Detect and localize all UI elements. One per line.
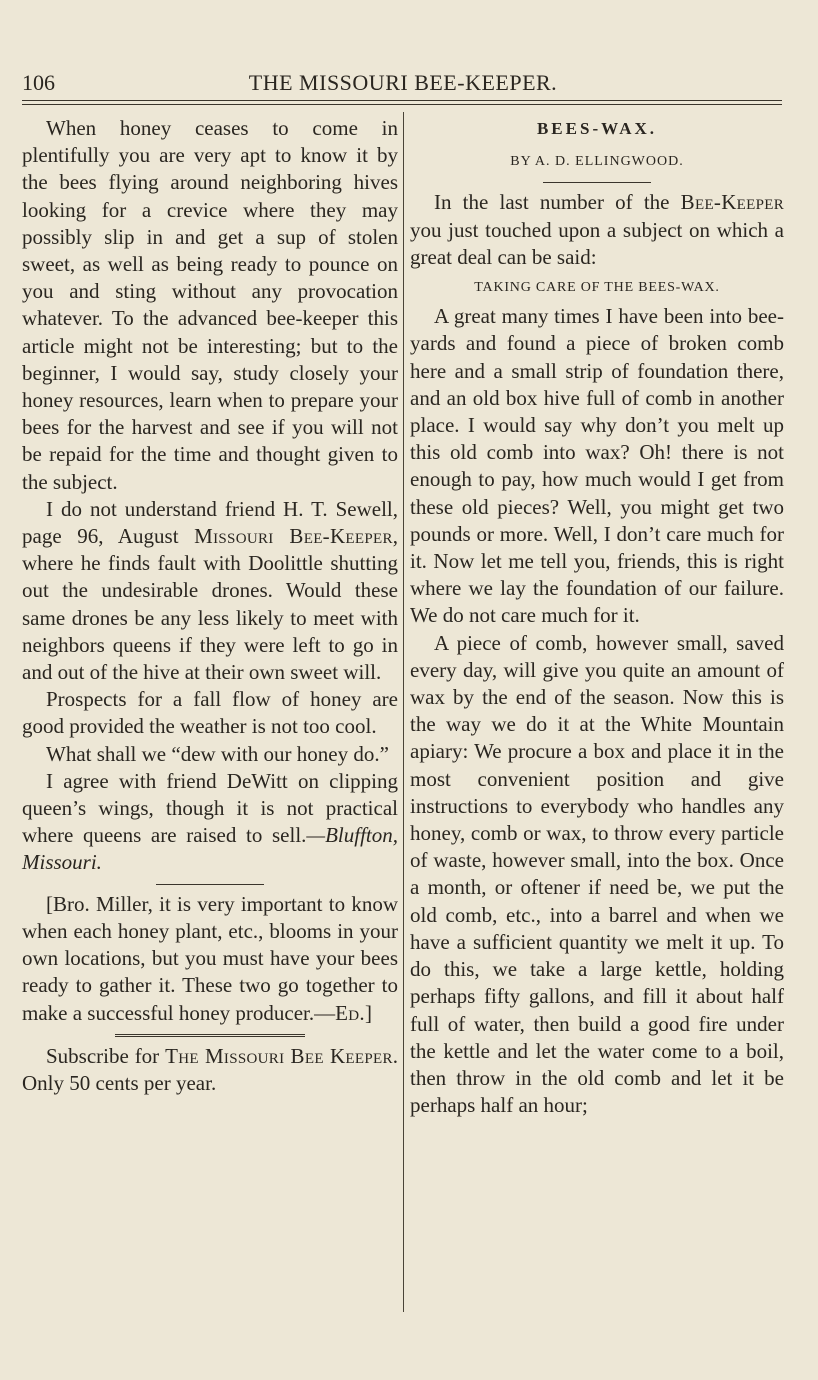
article-subheading: TAKING CARE OF THE BEES-WAX. xyxy=(474,280,720,296)
left-paragraph-5: I agree with friend DeWitt on clipping queen’s wings, though it is not practical where queens are raised to sell.—Bluffton, Missouri. xyxy=(22,768,398,875)
left-paragraph-2: I do not understand friend H. T. Sewell, page 96, August Missouri Bee-Keeper, where he finds fault with Doolittle shutting out the undesirable drones. Would these same drones be any less likely to meet with neighbors queens if they were left to go in and out of the hive at their own sweet will. xyxy=(22,496,399,685)
page-number: 106 xyxy=(22,70,55,95)
editor-note: [Bro. Miller, it is very important to know when each honey plant, etc., blooms in your own locations, but you must have your bees ready to gather it. These two go together to make a successful honey producer.—Ed.] xyxy=(22,891,398,1025)
right-column xyxy=(410,115,784,1119)
byline-rule xyxy=(543,182,651,183)
intro-paragraph: In the last number of the Bee-Keeper you just touched upon a subject on which a great deal can be said: xyxy=(410,190,784,269)
column-divider xyxy=(403,112,404,1312)
signature: —Bluffton, Missouri. xyxy=(22,823,398,875)
right-paragraph-2: A piece of comb, however small, saved every day, will give you quite an amount of wax by the end of the season. Now this is the way we do it at the White Mountain apiary: We procure a box and place it in the most convenient position and give instructions to everybody who handles any honey, comb or wax, to throw every particle of waste, however small, into the box. Once a month, or oftener if need be, we put the old comb, etc., into a barrel and when we have a sufficient quantity we melt it up. To do this, we take a large kettle, holding perhaps fifty gallons, and fill it about half full of water, then build a good fire under the kettle and let the water come to a boil, then throw in the old comb and let it be perhaps half an hour; xyxy=(410,630,784,1118)
article-title: BEES-WAX. xyxy=(536,119,658,138)
left-paragraph-1: When honey ceases to come in plentifully you are very apt to know it by the bees flying around neighboring hives looking for a crevice where they may possibly slip in and get a sup of stolen sweet, as well as being ready to pounce on you and sting without any provocation whatever. To the advanced bee-keeper this article might not be interesting; but to the beginner, I would say, study closely your honey resources, learn when to prepare your bees for the harvest and see if you will not be repaid for the time and thought given to the subject. xyxy=(22,116,398,494)
left-paragraph-3: Prospects for a fall flow of honey are good provided the weather is not too cool. xyxy=(22,687,398,739)
header-rule-top xyxy=(22,100,782,101)
left-paragraph-4: What shall we “dew with our honey do.” xyxy=(46,741,389,766)
subscribe-notice: Subscribe for The Missouri Bee Keeper. Only 50 cents per year. xyxy=(22,1043,399,1095)
running-head: THE MISSOURI BEE-KEEPER. xyxy=(248,70,558,95)
double-rule xyxy=(115,1034,305,1037)
article-byline: BY A. D. ELLINGWOOD. xyxy=(510,154,684,170)
section-rule xyxy=(156,884,264,885)
left-column xyxy=(22,115,398,1097)
page-header xyxy=(22,66,784,98)
header-rule-bottom xyxy=(22,104,782,105)
right-paragraph-1: A great many times I have been into bee-yards and found a piece of broken comb here and a small strip of foundation there, and an old box hive full of comb in another place. I would say why don’t you melt up this old comb into wax? Oh! there is not enough to pay, how much would I get from these old pieces? Well, you might get two pounds or more. Well, I don’t care much for it. Now let me tell you, friends, this is right where we lay the foundation of our failure. We do not care much for it. xyxy=(410,304,784,628)
